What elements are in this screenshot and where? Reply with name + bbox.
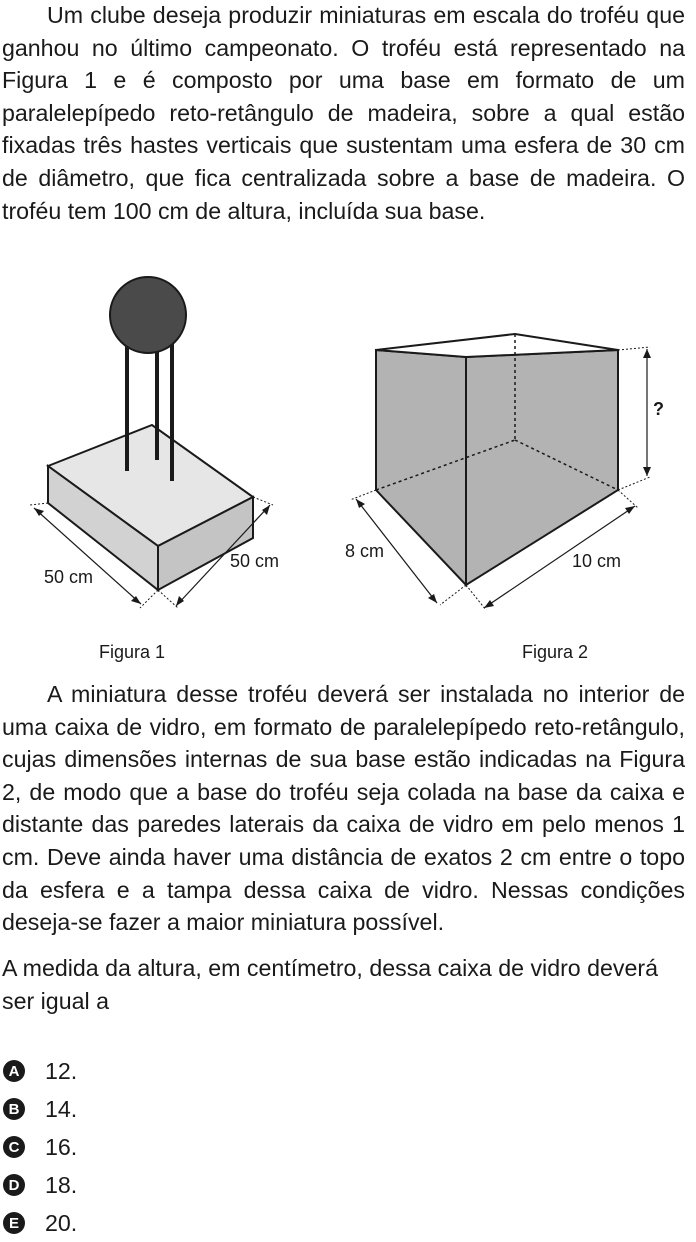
trophy-sphere [110, 277, 186, 353]
figure1-label-left: 50 cm [44, 567, 94, 587]
figure1-trophy [30, 277, 279, 608]
box-right-face [466, 350, 618, 585]
figure2-glass-box [345, 334, 664, 610]
option-d[interactable] [3, 1166, 77, 1204]
option-c-text: 16. [45, 1133, 78, 1160]
option-b-text: 14. [45, 1095, 78, 1122]
figure2-label-right: 10 cm [572, 551, 622, 571]
option-b-letter-icon: B [3, 1098, 25, 1120]
option-a[interactable] [3, 1052, 77, 1090]
figures-illustration [0, 270, 696, 630]
option-e-text: 20. [45, 1209, 78, 1236]
option-e-letter-icon: E [3, 1212, 25, 1234]
figure2-label-height: ? [653, 399, 664, 419]
figure1-label-right: 50 cm [230, 551, 280, 571]
question-prompt: A medida da altura, em centímetro, dessa caixa de vidro deverá ser igual a [2, 955, 659, 1014]
figure2-caption: Figura 2 [522, 642, 589, 662]
box-left-face [376, 350, 466, 585]
option-e[interactable] [3, 1204, 77, 1242]
option-d-letter-icon: D [3, 1174, 25, 1196]
option-b[interactable] [3, 1090, 77, 1128]
question-intro: Um clube deseja produzir miniaturas em escala do troféu que ganhou no último campeonato. O troféu está representado na Figura 1 e é composto por uma base em formato de um paralelepípedo reto-retângulo de madeira, sobre a qual estão fixadas três hastes verticais que sustentam uma esfera de 30 cm de diâmetro, que fica centralizada sobre a base de madeira. O troféu tem 100 cm de altura, incluída sua base. [2, 2, 685, 224]
figure2-label-left: 8 cm [345, 541, 385, 561]
option-d-text: 18. [45, 1171, 78, 1198]
option-c-letter-icon: C [3, 1136, 25, 1158]
option-a-letter-icon: A [3, 1060, 25, 1082]
option-c[interactable] [3, 1128, 77, 1166]
question-context: A miniatura desse troféu deverá ser instalada no interior de uma caixa de vidro, em formato de paralelepípedo reto-retângulo, cujas dimensões internas de sua base estão indicadas na Figura 2, de modo que a base do troféu seja colada na base da caixa e distante das paredes laterais da caixa de vidro em pelo menos 1 cm. Deve ainda haver uma distância de exatos 2 cm entre o topo da esfera e a tampa dessa caixa de vidro. Nessas condições deseja-se fazer a maior miniatura possível. [2, 681, 685, 936]
option-a-text: 12. [45, 1057, 78, 1084]
figure1-caption: Figura 1 [99, 642, 166, 662]
answer-options [3, 1052, 77, 1242]
